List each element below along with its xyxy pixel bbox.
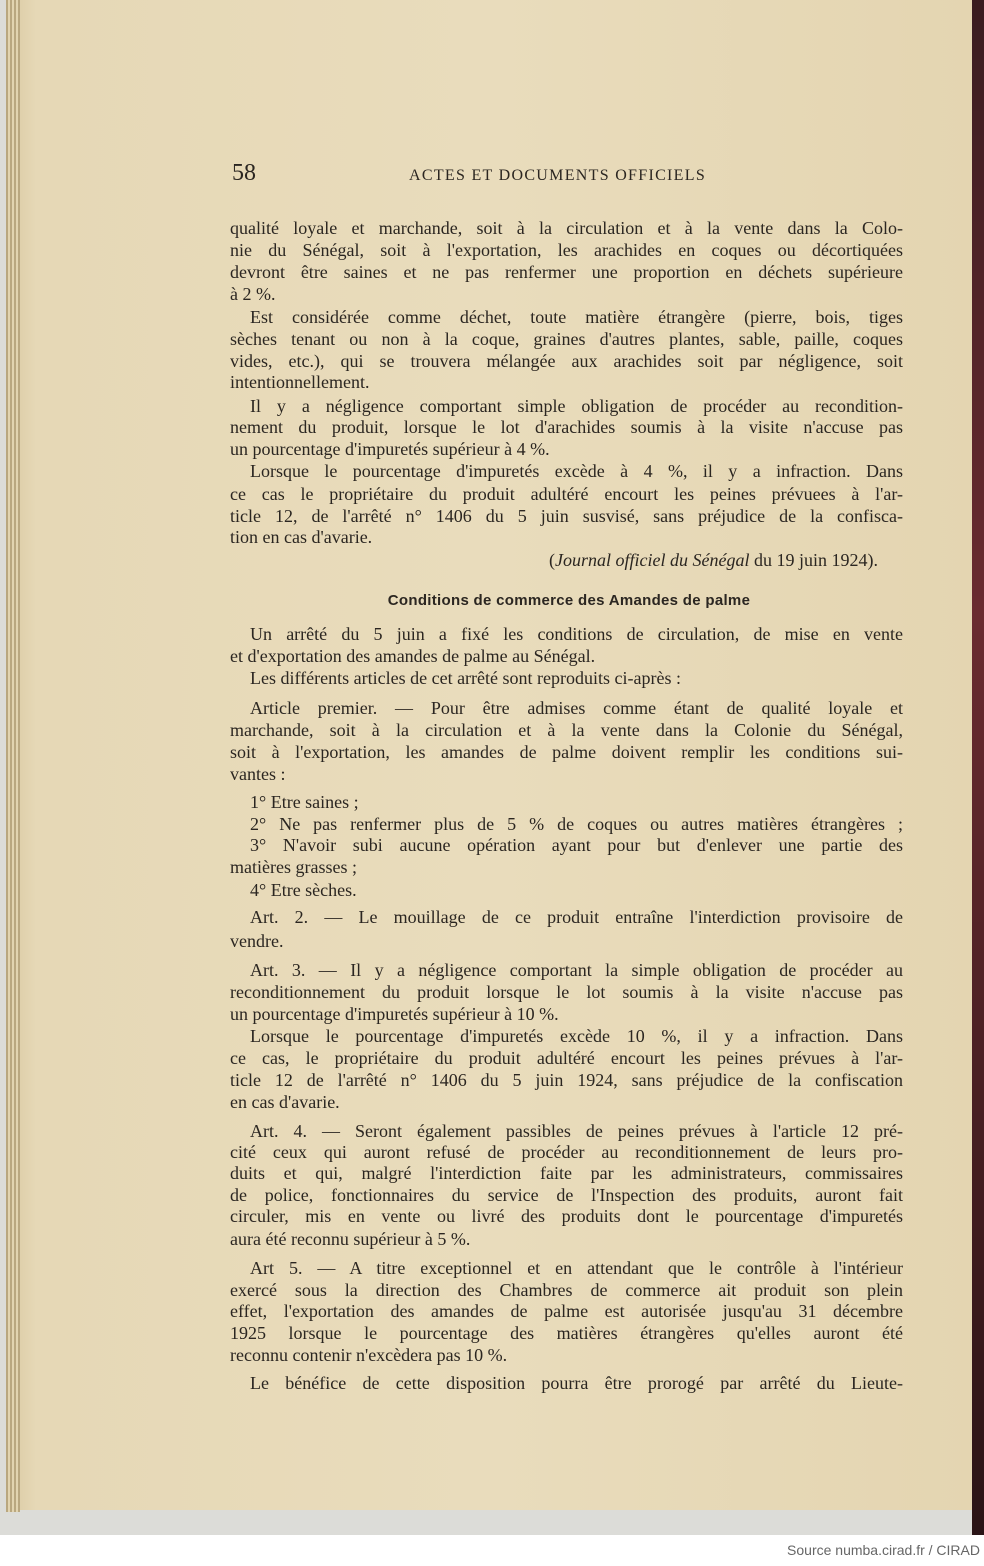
- text-line: reconnu contenir n'excèdera pas 10 %.: [230, 1345, 508, 1365]
- citation-pre: (: [549, 550, 556, 570]
- page-stack-edge: [6, 0, 20, 1512]
- text-line: Art. 4. — Seront également passibles de peines prévues à l'article 12 pré-: [250, 1121, 903, 1141]
- text-line: reconditionnement du produit lorsque le lot soumis à la visite n'accuse pas: [230, 982, 903, 1002]
- text-line: circuler, mis en vente ou livré des produits dont le pourcentage d'impuretés: [230, 1206, 903, 1226]
- text-line: soit à l'exportation, les amandes de palme doivent remplir les conditions sui-: [230, 742, 903, 762]
- text-line: ticle 12, de l'arrêté n° 1406 du 5 juin susvisé, sans préjudice de la confisca-: [230, 506, 903, 526]
- text-line: vides, etc.), qui se trouvera mélangée aux arachides soit par négligence, soit: [230, 351, 903, 371]
- text-line: Est considérée comme déchet, toute matière étrangère (pierre, bois, tiges: [250, 307, 903, 327]
- citation-italic: Journal officiel du Sénégal: [555, 550, 750, 570]
- text-line: nie du Sénégal, soit à l'exportation, les arachides en coques ou décortiquées: [230, 240, 903, 260]
- text-line: et d'exportation des amandes de palme au Sénégal.: [230, 646, 596, 666]
- text-line: 1° Etre saines ;: [250, 792, 359, 812]
- text-line: en cas d'avarie.: [230, 1092, 340, 1112]
- text-line: Art 5. — A titre exceptionnel et en attendant que le contrôle à l'intérieur: [250, 1258, 903, 1278]
- text-line: Le bénéfice de cette disposition pourra être prorogé par arrêté du Lieute-: [250, 1373, 903, 1393]
- citation-post: du 19 juin 1924).: [749, 550, 878, 570]
- text-line: cité ceux qui auront refusé de procéder au reconditionnement de leurs pro-: [230, 1142, 903, 1162]
- text-line: intentionnellement.: [230, 372, 370, 392]
- text-line: Art. 2. — Le mouillage de ce produit entraîne l'interdiction provisoire de: [250, 907, 903, 927]
- text-line: tion en cas d'avarie.: [230, 527, 373, 547]
- citation-line: [230, 549, 878, 571]
- text-line: de police, fonctionnaires du service de l'Inspection des produits, auront fait: [230, 1185, 903, 1205]
- text-line: devront être saines et ne pas renfermer une proportion en déchets supérieure: [230, 262, 903, 282]
- text-line: Les différents articles de cet arrêté sont reproduits ci-après :: [250, 668, 681, 688]
- text-line: Lorsque le pourcentage d'impuretés excède à 4 %, il y a infraction. Dans: [250, 461, 903, 481]
- running-head: ACTES ET DOCUMENTS OFFICIELS: [409, 167, 707, 184]
- text-line: Il y a négligence comportant simple obligation de procéder au recondition-: [250, 396, 903, 416]
- text-line: 3° N'avoir subi aucune opération ayant pour but d'enlever une partie des: [250, 835, 903, 855]
- page-number: 58: [232, 160, 256, 186]
- text-line: ce cas, le propriétaire du produit adultéré encourt les peines prévues à l'ar-: [230, 1048, 903, 1068]
- text-line: marchande, soit à la circulation et à la vente dans la Colonie du Sénégal,: [230, 720, 903, 740]
- text-line: aura été reconnu supérieur à 5 %.: [230, 1229, 471, 1249]
- text-line: qualité loyale et marchande, soit à la circulation et à la vente dans la Colo-: [230, 218, 903, 238]
- text-line: sèches tenant ou non à la coque, graines d'autres plantes, sable, paille, coques: [230, 329, 903, 349]
- text-line: un pourcentage d'impuretés supérieur à 4 %.: [230, 439, 550, 459]
- book-cover-edge: [972, 0, 984, 1535]
- section-heading: Conditions de commerce des Amandes de palme: [387, 592, 751, 609]
- source-credit: Source numba.cirad.fr / CIRAD: [787, 1542, 980, 1558]
- text-line: nement du produit, lorsque le lot d'arachides soumis à la visite n'accuse pas: [230, 417, 903, 437]
- text-line: 4° Etre sèches.: [250, 880, 357, 900]
- text-line: exercé sous la direction des Chambres de commerce ait produit son plein: [230, 1280, 903, 1300]
- text-line: 1925 lorsque le pourcentage des matières étrangères qu'elles auront été: [230, 1323, 903, 1343]
- text-line: vantes :: [230, 764, 286, 784]
- text-line: matières grasses ;: [230, 857, 357, 877]
- text-line: Art. 3. — Il y a négligence comportant la simple obligation de procéder au: [250, 960, 903, 980]
- text-line: ce cas le propriétaire du produit adultéré encourt les peines prévuees à l'ar-: [230, 484, 903, 504]
- text-line: effet, l'exportation des amandes de palme est autorisée jusqu'au 31 décembre: [230, 1301, 903, 1321]
- text-line: un pourcentage d'impuretés supérieur à 10 %.: [230, 1004, 559, 1024]
- text-line: vendre.: [230, 931, 284, 951]
- text-line: Lorsque le pourcentage d'impuretés excède 10 %, il y a infraction. Dans: [250, 1026, 903, 1046]
- text-line: ticle 12 de l'arrêté n° 1406 du 5 juin 1924, sans préjudice de la confiscation: [230, 1070, 903, 1090]
- text-line: duits et qui, malgré l'interdiction faite par les administrateurs, commissaires: [230, 1163, 903, 1183]
- text-line: à 2 %.: [230, 284, 276, 304]
- text-line: 2° Ne pas renfermer plus de 5 % de coques ou autres matières étrangères ;: [250, 814, 903, 834]
- text-line: Un arrêté du 5 juin a fixé les conditions de circulation, de mise en vente: [250, 624, 903, 644]
- text-line: Article premier. — Pour être admises comme étant de qualité loyale et: [250, 698, 903, 718]
